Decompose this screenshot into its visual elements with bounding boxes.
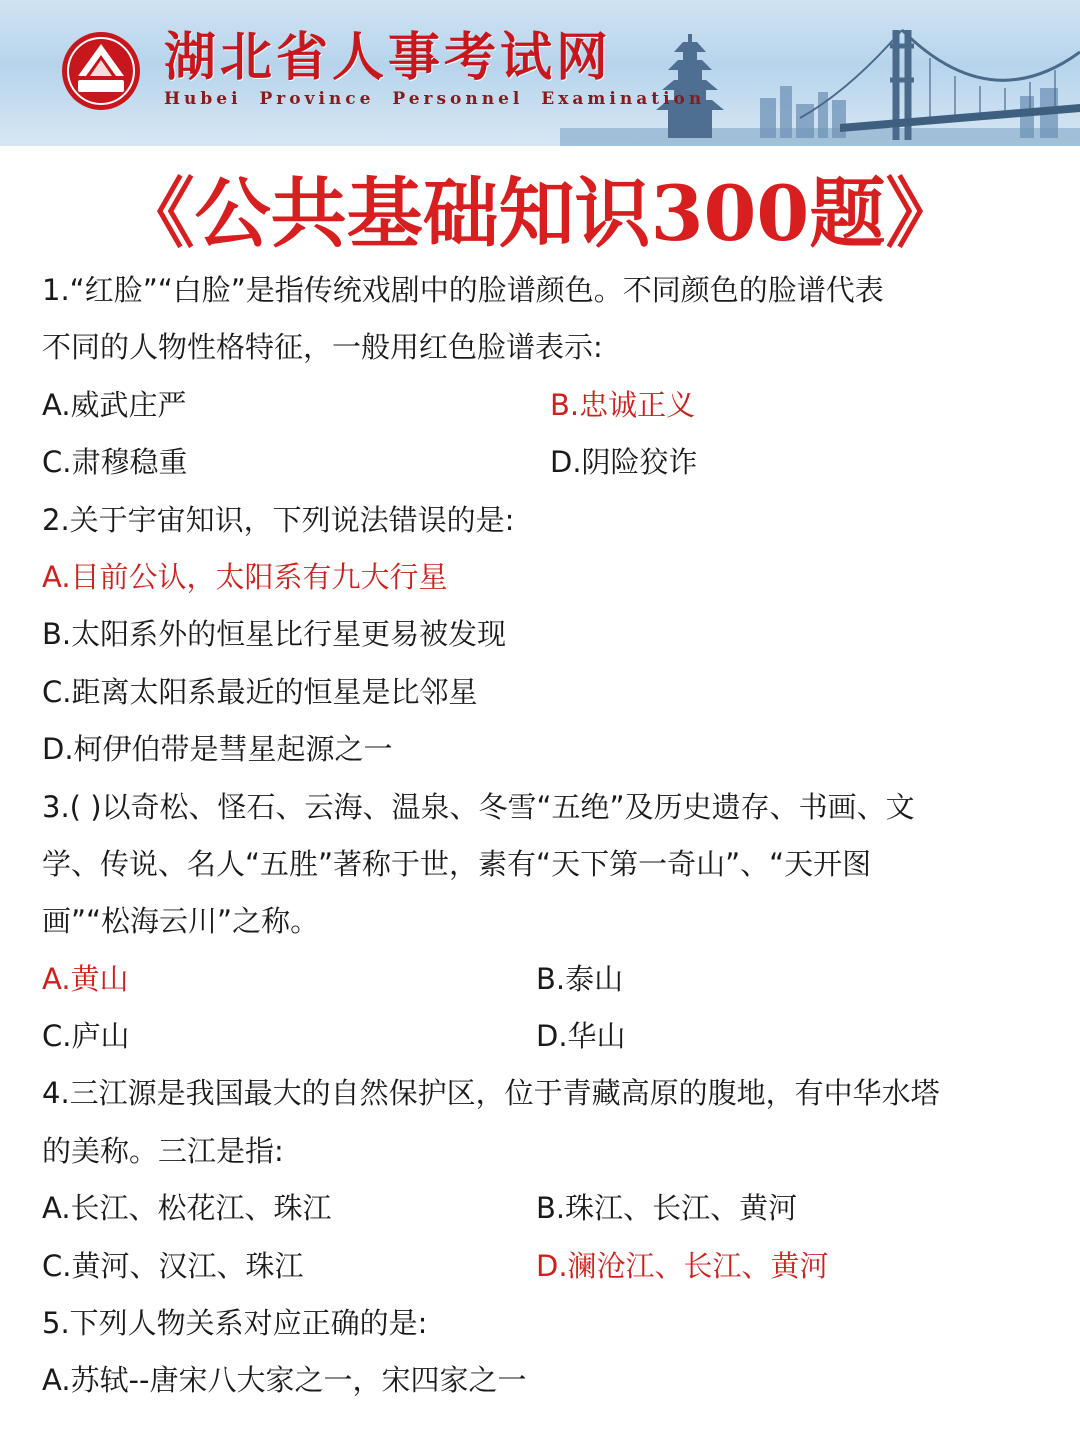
option-b-answer: B.忠诚正义 <box>550 387 696 422</box>
option-b: B.太阳系外的恒星比行星更易被发现 <box>42 617 507 652</box>
option-row <box>42 434 1052 491</box>
document-title: 《公共基础知识300题》 <box>118 169 962 258</box>
question-4-line: 的美称。三江是指: <box>42 1133 284 1168</box>
header-banner <box>0 0 1080 146</box>
option-c: C.庐山 <box>42 1019 130 1054</box>
option-a: A.苏轼--唐宋八大家之一，宋四家之一 <box>42 1363 527 1398</box>
option-row <box>42 951 1052 1008</box>
option-c: C.距离太阳系最近的恒星是比邻星 <box>42 674 478 709</box>
option-d-answer: D.澜沧江、长江、黄河 <box>536 1248 829 1283</box>
option-row <box>42 377 1052 434</box>
option-row <box>42 1008 1052 1065</box>
question-3-line: 学、传说、名人“五胜”著称于世，素有“天下第一奇山”、“天开图 <box>42 846 872 881</box>
option-c: C.黄河、汉江、珠江 <box>42 1248 304 1283</box>
option-a-answer: A.黄山 <box>42 961 129 996</box>
question-2-line: 2.关于宇宙知识，下列说法错误的是: <box>42 502 515 537</box>
question-5-line: 5.下列人物关系对应正确的是: <box>42 1306 428 1341</box>
option-row <box>42 1238 1052 1295</box>
question-4-line: 4.三江源是我国最大的自然保护区，位于青藏高原的腹地，有中华水塔 <box>42 1076 940 1111</box>
option-a: A.长江、松花江、珠江 <box>42 1191 332 1226</box>
question-3-line: 画”“松海云川”之称。 <box>42 904 320 939</box>
option-d: D.华山 <box>536 1019 626 1054</box>
hbpta-logo <box>60 30 142 112</box>
site-name: 湖北省人事考试网 <box>164 27 613 88</box>
question-3-line: 3.( )以奇松、怪石、云海、温泉、冬雪“五绝”及历史遗存、书画、文 <box>42 789 915 824</box>
option-d: D.柯伊伯带是彗星起源之一 <box>42 732 393 767</box>
question-1-line: 不同的人物性格特征，一般用红色脸谱表示: <box>42 330 603 365</box>
question-list <box>42 262 1052 1410</box>
question-1-line: 1.“红脸”“白脸”是指传统戏剧中的脸谱颜色。不同颜色的脸谱代表 <box>42 273 884 307</box>
option-a-answer: A.目前公认，太阳系有九大行星 <box>42 559 448 594</box>
option-b: B.珠江、长江、黄河 <box>536 1191 798 1226</box>
option-a: A.威武庄严 <box>42 387 187 422</box>
site-name-en: Hubei Province Personnel Examination <box>164 89 706 109</box>
option-b: B.泰山 <box>536 961 624 996</box>
option-row <box>42 1180 1052 1237</box>
option-d: D.阴险狡诈 <box>550 445 698 480</box>
option-c: C.肃穆稳重 <box>42 445 188 480</box>
